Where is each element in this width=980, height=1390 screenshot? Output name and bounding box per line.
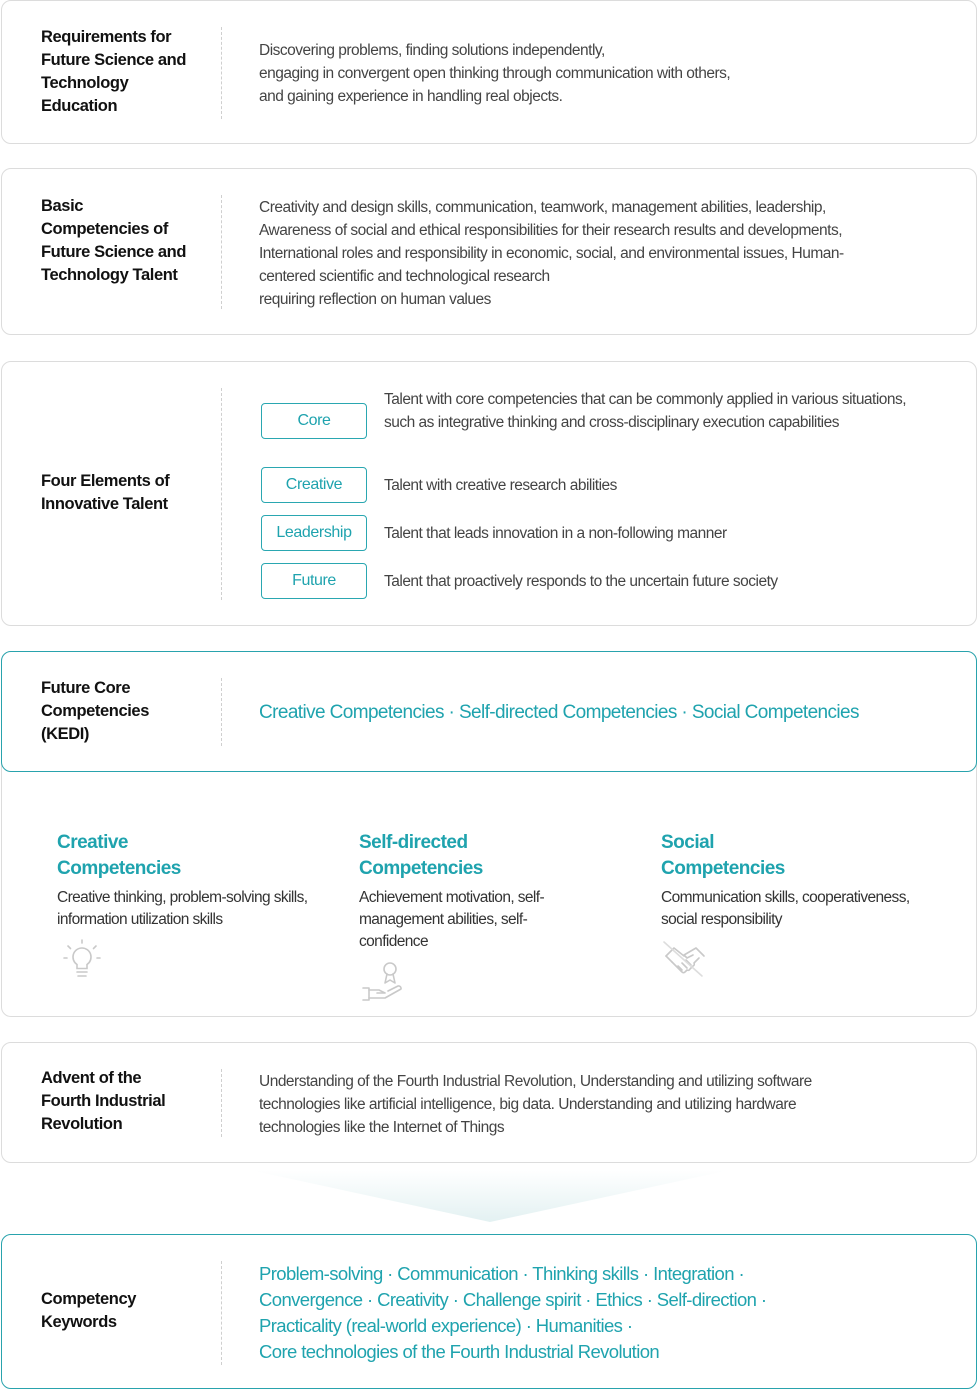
divider bbox=[221, 27, 222, 119]
fourth-industrial-card bbox=[1, 1042, 977, 1163]
handshake-icon bbox=[662, 938, 708, 980]
pill-core-desc: Talent with core competencies that can be commonly applied in various situations, such as integrative thinking and cross-disciplinary execution capabilities bbox=[384, 391, 907, 431]
divider bbox=[221, 195, 222, 309]
competency-keywords-title: Competency Keywords bbox=[41, 1290, 137, 1331]
divider bbox=[221, 388, 222, 600]
kedi-competencies: Creative Competencies · Self-directed Competencies · Social Competencies bbox=[259, 702, 859, 723]
pill-leadership: Leadership bbox=[261, 515, 367, 551]
competency-keywords-card bbox=[1, 1234, 977, 1389]
divider bbox=[221, 678, 222, 746]
social-competencies-desc: Communication skills, cooperativeness, social responsibility bbox=[661, 889, 910, 928]
pill-core: Core bbox=[261, 403, 367, 439]
kedi-card bbox=[1, 651, 977, 772]
lightbulb-icon bbox=[62, 938, 102, 982]
requirements-text: Discovering problems, finding solutions independently, engaging in convergent open thinking through communication with others, and gaining experience in handling real objects. bbox=[259, 42, 731, 105]
creative-competencies-desc: Creative thinking, problem-solving skills, information utilization skills bbox=[57, 889, 308, 928]
social-competencies-title: Social Competencies bbox=[661, 832, 785, 879]
competency-keywords-text: Problem-solving · Communication · Thinking skills · Integration · Convergence · Creativity · Challenge spirit · Ethics · Self-direction · Practicality (real-world experience) · Humanities · Core technologies of the Fourth Industrial Revolution bbox=[259, 1263, 767, 1362]
pill-creative-desc: Talent with creative research abilities bbox=[384, 477, 617, 494]
self-directed-competencies-title: Self-directed Competencies bbox=[359, 832, 483, 879]
four-elements-title: Four Elements of Innovative Talent bbox=[41, 472, 170, 513]
down-arrow-icon bbox=[250, 1170, 730, 1222]
requirements-card bbox=[1, 0, 977, 144]
requirements-title: Requirements for Future Science and Technology Education bbox=[41, 28, 187, 115]
kedi-title: Future Core Competencies (KEDI) bbox=[41, 679, 149, 743]
self-directed-competencies-desc: Achievement motivation, self-management abilities, self-confidence bbox=[359, 889, 545, 950]
pill-leadership-desc: Talent that leads innovation in a non-following manner bbox=[384, 525, 727, 542]
four-elements-card bbox=[1, 361, 977, 626]
hand-medal-icon bbox=[360, 960, 406, 1002]
divider bbox=[221, 1261, 222, 1365]
basic-competencies-title: Basic Competencies of Future Science and Technology Talent bbox=[41, 197, 187, 284]
divider bbox=[221, 1069, 222, 1137]
basic-competencies-text: Creativity and design skills, communication, teamwork, management abilities, leadership, Awareness of social and ethical responsibilities for their research results and developments, International roles and responsibility in economic, social, and environmental issues, Human- centered scientific and technological research requiring reflection on human values bbox=[259, 199, 844, 308]
pill-creative: Creative bbox=[261, 467, 367, 503]
creative-competencies-title: Creative Competencies bbox=[57, 832, 181, 879]
fourth-industrial-text: Understanding of the Fourth Industrial Revolution, Understanding and utilizing software technologies like artificial intelligence, big data. Understanding and utilizing hardware technologies like the Internet of Things bbox=[259, 1073, 812, 1136]
pill-future-desc: Talent that proactively responds to the uncertain future society bbox=[384, 573, 778, 590]
fourth-industrial-title: Advent of the Fourth Industrial Revolution bbox=[41, 1069, 166, 1133]
pill-future: Future bbox=[261, 563, 367, 599]
basic-competencies-card bbox=[1, 168, 977, 335]
